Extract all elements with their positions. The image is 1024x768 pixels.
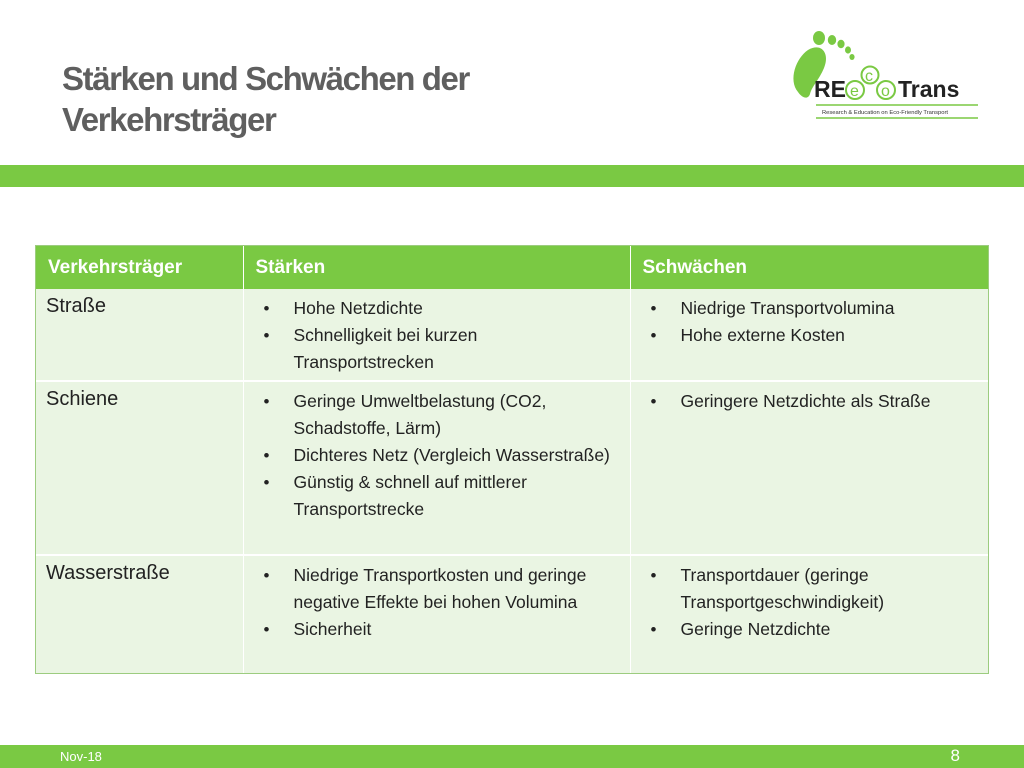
footer-date: Nov-18 [60, 749, 102, 764]
list-item: • Niedrige Transportvolumina [641, 295, 979, 322]
row-strengths [243, 555, 630, 673]
slide-title [62, 58, 702, 140]
logo-c: c [865, 68, 873, 85]
header-staerken: Stärken [243, 246, 630, 289]
row-weaknesses [630, 555, 988, 673]
page-number: 8 [950, 746, 960, 765]
list-item: • Geringe Umweltbelastung (CO2, Schadstoffe, Lärm) [254, 388, 620, 442]
list-item: • Hohe externe Kosten [641, 322, 979, 349]
table-header-row [36, 246, 988, 289]
row-strengths [243, 289, 630, 381]
list-item: • Transportdauer (geringe Transportgeschwindigkeit) [641, 562, 979, 616]
logo-trans: Trans [898, 76, 960, 102]
header-verkehrstraeger: Verkehrsträger [36, 246, 243, 289]
list-item: • Geringere Netzdichte als Straße [641, 388, 979, 415]
row-mode: Wasserstraße [36, 555, 243, 673]
slide-title-line-1: Stärken und Schwächen der [62, 60, 469, 97]
table-row [36, 555, 988, 673]
list-item: • Geringe Netzdichte [641, 616, 979, 643]
logo-e: e [850, 83, 859, 100]
row-weaknesses [630, 289, 988, 381]
row-strengths [243, 381, 630, 555]
logo-re: RE [814, 76, 846, 102]
logo-tagline: Research & Education on Eco-Friendly Transport [822, 110, 948, 116]
comparison-table [36, 246, 988, 673]
list-item: • Günstig & schnell auf mittlerer Transportstrecke [254, 469, 620, 523]
row-mode: Straße [36, 289, 243, 381]
list-item: • Niedrige Transportkosten und geringe negative Effekte bei hohen Volumina [254, 562, 620, 616]
header-green-band [0, 165, 1024, 187]
table-row [36, 381, 988, 555]
list-item: • Sicherheit [254, 616, 620, 643]
logo-o: o [881, 83, 890, 100]
row-mode: Schiene [36, 381, 243, 555]
row-weaknesses [630, 381, 988, 555]
list-item: • Hohe Netzdichte [254, 295, 620, 322]
footer-green-band [0, 745, 1024, 768]
table-row [36, 289, 988, 381]
reecotrans-logo [786, 28, 992, 124]
list-item: • Dichteres Netz (Vergleich Wasserstraße) [254, 442, 620, 469]
slide-title-line-2: Verkehrsträger [62, 101, 276, 138]
header-schwaechen: Schwächen [630, 246, 988, 289]
list-item: • Schnelligkeit bei kurzen Transportstrecken [254, 322, 620, 376]
